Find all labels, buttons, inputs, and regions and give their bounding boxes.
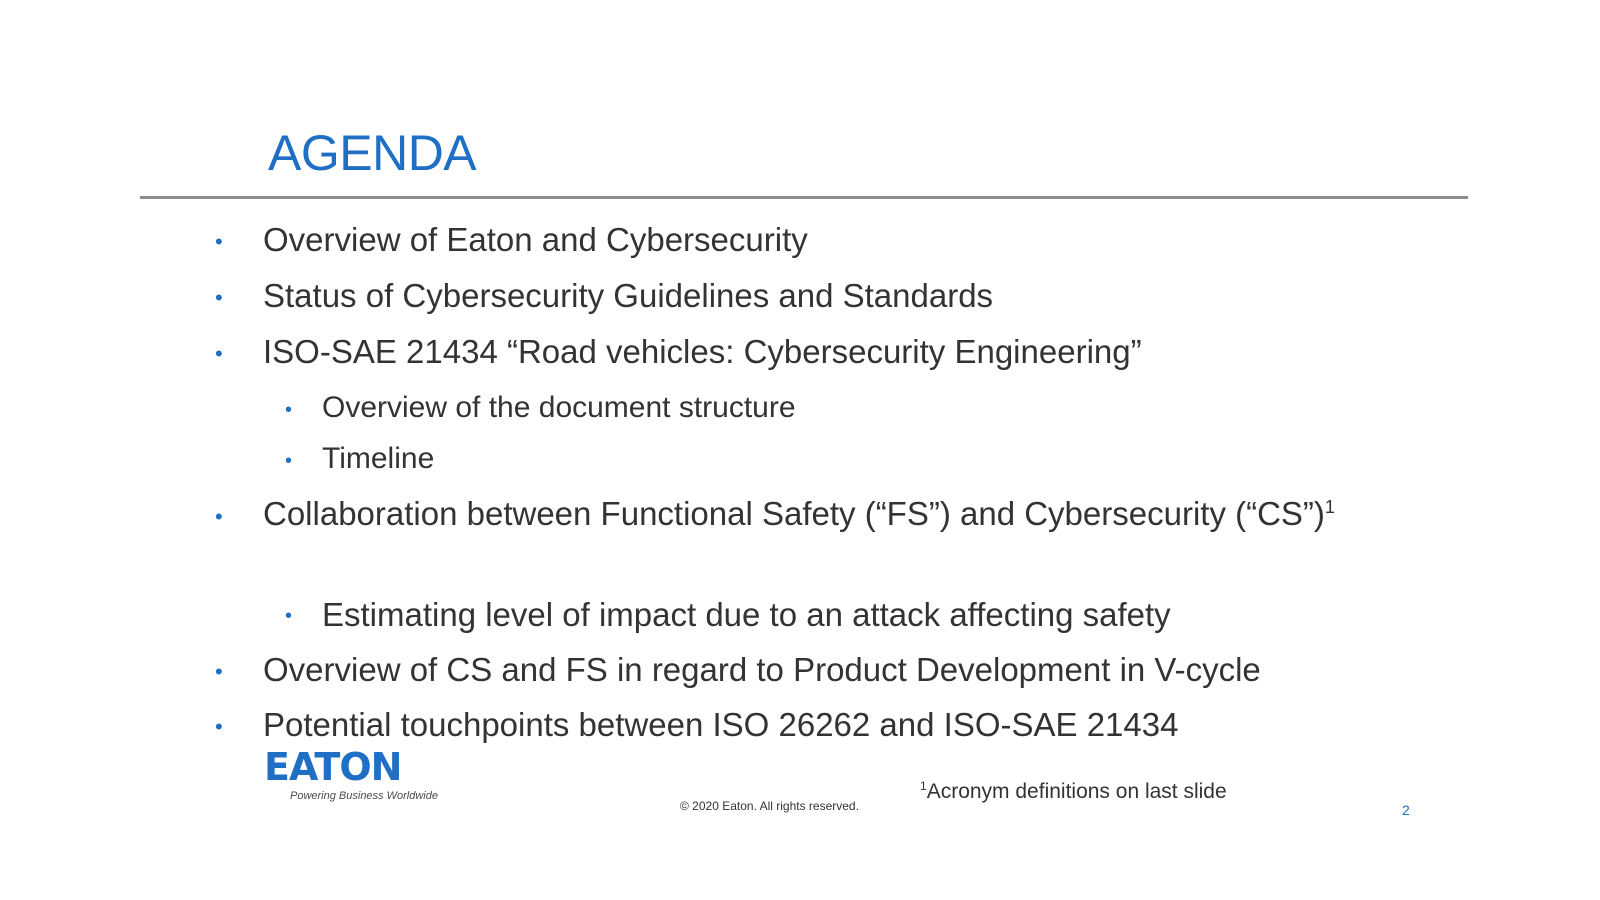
- agenda-item: [215, 491, 1413, 537]
- footnote: [920, 780, 1227, 804]
- agenda-subitem: [285, 594, 1422, 635]
- agenda-item-text: Overview of CS and FS in regard to Product Development in V-cycle: [263, 651, 1261, 688]
- bullet-icon: •: [215, 285, 223, 310]
- footnote-text: Acronym definitions on last slide: [926, 780, 1227, 803]
- agenda-item: [215, 649, 1413, 690]
- agenda-item-text: Status of Cybersecurity Guidelines and Standards: [263, 277, 994, 314]
- footnote-marker: 1: [1324, 497, 1336, 517]
- bullet-icon: •: [285, 450, 293, 472]
- agenda-item-text: Overview of Eaton and Cybersecurity: [263, 221, 808, 258]
- footnote-marker: 1: [920, 779, 927, 793]
- agenda-subitem-text: Timeline: [322, 442, 435, 475]
- eaton-logo-tagline: Powering Business Worldwide: [290, 790, 438, 802]
- agenda-item: [215, 219, 1413, 260]
- agenda-subitem-text: Overview of the document structure: [322, 391, 796, 424]
- bullet-icon: •: [285, 605, 293, 627]
- agenda-item-text: ISO-SAE 21434 “Road vehicles: Cybersecurity Engineering”: [263, 333, 1142, 370]
- bullet-icon: •: [215, 659, 223, 684]
- bullet-icon: •: [285, 399, 293, 421]
- bullet-icon: •: [215, 504, 223, 529]
- eaton-logo-wordmark: EATON: [264, 745, 402, 789]
- agenda-item: [215, 704, 1413, 745]
- bullet-icon: •: [215, 229, 223, 254]
- bullet-icon: •: [215, 714, 223, 739]
- agenda-subitem-text: Estimating level of impact due to an attack affecting safety: [322, 596, 1171, 633]
- bullet-icon: •: [215, 341, 223, 366]
- page-number: 2: [1402, 802, 1410, 818]
- agenda-item-text: Potential touchpoints between ISO 26262 and ISO-SAE 21434: [263, 706, 1179, 743]
- eaton-logo: [264, 745, 444, 808]
- slide-title: AGENDA: [268, 125, 477, 181]
- agenda-subitem: [285, 440, 1422, 478]
- agenda-subitem: [285, 389, 1422, 427]
- agenda-item: [215, 275, 1413, 316]
- agenda-item: [215, 331, 1413, 372]
- copyright-text: © 2020 Eaton. All rights reserved.: [680, 799, 859, 813]
- agenda-item-text: Collaboration between Functional Safety (“FS”) and Cybersecurity (“CS”): [263, 495, 1325, 532]
